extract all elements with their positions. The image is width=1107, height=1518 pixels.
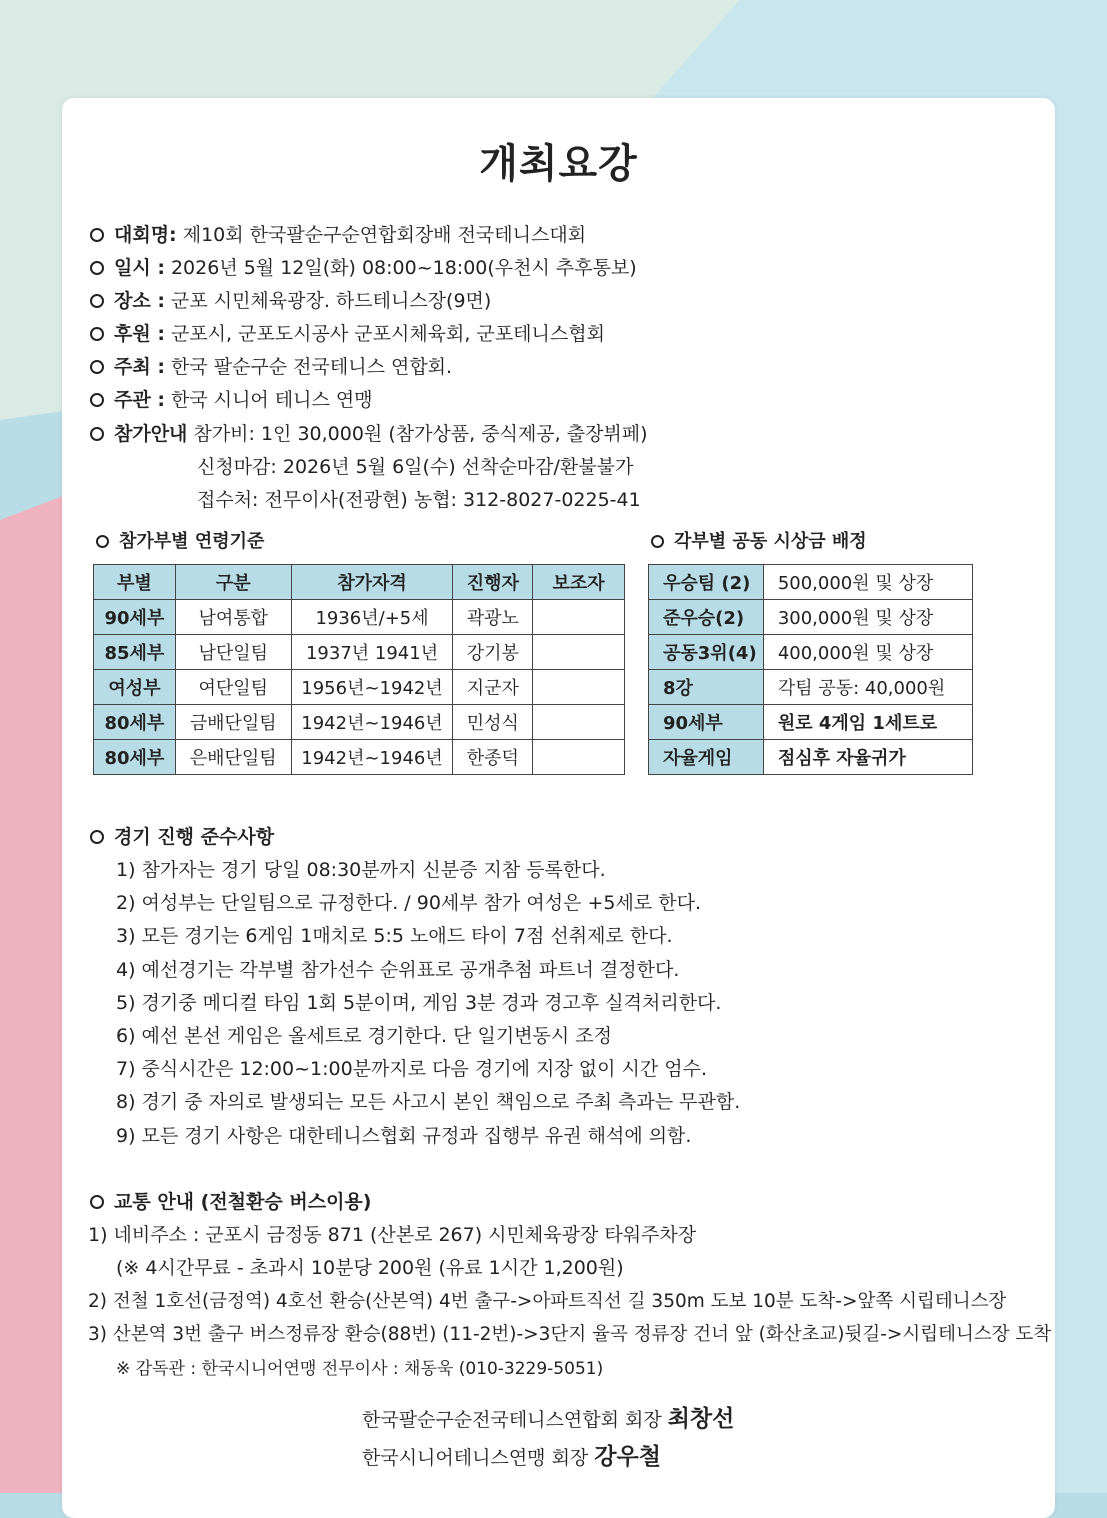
page-title: 개최요강 [479, 141, 638, 187]
table-cell: 원로 4게임 1세트로 [763, 705, 972, 740]
rule-item: 5) 경기중 메디컬 타임 1회 5분이며, 게임 3분 경과 경고후 실격처리한다. [116, 992, 722, 1014]
rules-heading: 경기 진행 준수사항 [90, 822, 274, 849]
table-row [649, 740, 973, 775]
table-cell [533, 635, 625, 670]
table-row [649, 600, 973, 635]
table-row [94, 635, 625, 670]
info-line-organizer: 주관 : 한국 시니어 테니스 연맹 [90, 387, 373, 413]
table-cell: 90세부 [94, 600, 176, 635]
prize-table-heading: 각부별 공동 시상금 배정 [651, 527, 867, 553]
table-cell: 공동3위(4) [649, 635, 764, 670]
table-row [649, 635, 973, 670]
circle-bullet-icon [90, 261, 104, 275]
table-cell: 은배단일팀 [175, 740, 291, 775]
table-cell: 80세부 [94, 705, 176, 740]
column-header: 참가자격 [291, 565, 453, 600]
supervisor-note: ※ 감독관 : 한국시니어연맹 전무이사 : 채동욱 (010-3229-5051) [116, 1359, 604, 1379]
circle-bullet-icon [90, 360, 104, 374]
column-header: 구분 [175, 565, 291, 600]
table-cell [533, 740, 625, 775]
column-header: 부별 [94, 565, 176, 600]
rule-item: 3) 모든 경기는 6게임 1매치로 5:5 노애드 타이 7점 선취제로 한다. [116, 925, 673, 947]
age-table [93, 564, 625, 775]
transport-item: 3) 산본역 3번 출구 버스정류장 환승(88번) (11-2번)->3단지 율곡 정류장 건너 앞 (화산초교)뒷길->시립테니스장 도착 [88, 1324, 1052, 1345]
circle-bullet-icon [90, 327, 104, 341]
table-cell: 남단일팀 [175, 635, 291, 670]
table-cell: 지군자 [453, 670, 533, 705]
table-cell: 준우승(2) [649, 600, 764, 635]
table-cell: 여단일팀 [175, 670, 291, 705]
table-cell: 8강 [649, 670, 764, 705]
table-cell: 1937년 1941년 [291, 635, 453, 670]
circle-bullet-icon [90, 427, 104, 441]
table-cell: 300,000원 및 상장 [763, 600, 972, 635]
table-row [649, 705, 973, 740]
signature-line: 한국시니어테니스연맹 회장 강우철 [362, 1444, 661, 1470]
table-cell: 1942년~1946년 [291, 740, 453, 775]
table-cell: 400,000원 및 상장 [763, 635, 972, 670]
transport-note: (※ 4시간무료 - 초과시 10분당 200원 (유료 1시간 1,200원) [116, 1257, 624, 1279]
signature-line: 한국팔순구순전국테니스연합회 회장 최창선 [362, 1406, 735, 1432]
circle-bullet-icon [90, 830, 104, 844]
table-cell: 강기봉 [453, 635, 533, 670]
table-cell: 90세부 [649, 705, 764, 740]
table-cell: 우승팀 (2) [649, 565, 764, 600]
rule-item: 8) 경기 중 자의로 발생되는 모든 사고시 본인 책임으로 주최 측과는 무관함. [116, 1091, 741, 1113]
table-cell: 80세부 [94, 740, 176, 775]
rule-item: 4) 예선경기는 각부별 참가선수 순위표로 공개추첨 파트너 결정한다. [116, 959, 680, 981]
table-cell: 1956년~1942년 [291, 670, 453, 705]
circle-bullet-icon [90, 228, 104, 242]
table-cell: 곽광노 [453, 600, 533, 635]
table-row [94, 705, 625, 740]
rule-item: 6) 예선 본선 게임은 올세트로 경기한다. 단 일기변동시 조정 [116, 1025, 613, 1047]
table-row [649, 565, 973, 600]
info-line-host: 주최 : 한국 팔순구순 전국테니스 연합회. [90, 354, 452, 380]
table-cell: 500,000원 및 상장 [763, 565, 972, 600]
table-row [649, 670, 973, 705]
circle-bullet-icon [651, 535, 664, 548]
table-cell: 남여통합 [175, 600, 291, 635]
table-cell [533, 600, 625, 635]
circle-bullet-icon [90, 294, 104, 308]
info-line-entry: 참가안내 참가비: 1인 30,000원 (참가상품, 중식제공, 출장뷔페) [90, 421, 648, 447]
rule-item: 1) 참가자는 경기 당일 08:30분까지 신분증 지참 등록한다. [116, 859, 606, 881]
rule-item: 2) 여성부는 단일팀으로 규정한다. / 90세부 참가 여성은 +5세로 한다. [116, 892, 702, 914]
circle-bullet-icon [90, 1195, 104, 1209]
transport-item: 2) 전철 1호선(금정역) 4호선 환승(산본역) 4번 출구->아파트직선 길 350m 도보 10분 도착->앞쪽 시립테니스장 [88, 1291, 1007, 1312]
info-line-sponsor: 후원 : 군포시, 군포도시공사 군포시체육회, 군포테니스협회 [90, 321, 605, 347]
column-header: 보조자 [533, 565, 625, 600]
info-deadline: 신청마감: 2026년 5월 6일(수) 선착순마감/환불불가 [197, 456, 634, 478]
transport-heading: 교통 안내 (전철환승 버스이용) [90, 1187, 371, 1214]
info-line-place: 장소 : 군포 시민체육광장. 하드테니스장(9면) [90, 288, 491, 314]
table-cell: 여성부 [94, 670, 176, 705]
table-row [94, 670, 625, 705]
circle-bullet-icon [90, 393, 104, 407]
table-cell [533, 670, 625, 705]
table-cell: 1942년~1946년 [291, 705, 453, 740]
table-header-row [94, 565, 625, 600]
table-row [94, 600, 625, 635]
table-cell: 금배단일팀 [175, 705, 291, 740]
table-cell: 자율게임 [649, 740, 764, 775]
table-cell: 민성식 [453, 705, 533, 740]
transport-item: 1) 네비주소 : 군포시 금정동 871 (산본로 267) 시민체육광장 타워주차장 [88, 1224, 697, 1246]
age-table-heading: 참가부별 연령기준 [96, 527, 264, 553]
table-cell: 1936년/+5세 [291, 600, 453, 635]
info-line-date: 일시 : 2026년 5월 12일(화) 08:00~18:00(우천시 추후통보) [90, 255, 637, 281]
circle-bullet-icon [96, 535, 109, 548]
rule-item: 9) 모든 경기 사항은 대한테니스협회 규정과 집행부 유권 해석에 의함. [116, 1125, 692, 1147]
table-cell [533, 705, 625, 740]
prize-table [648, 564, 973, 775]
info-line-name: 대회명: 제10회 한국팔순구순연합회장배 전국테니스대회 [90, 222, 586, 248]
table-cell: 각팀 공동: 40,000원 [763, 670, 972, 705]
rule-item: 7) 중식시간은 12:00~1:00분까지로 다음 경기에 지장 없이 시간 엄수. [116, 1058, 707, 1080]
table-cell: 한종덕 [453, 740, 533, 775]
table-row [94, 740, 625, 775]
table-cell: 점심후 자율귀가 [763, 740, 972, 775]
table-cell: 85세부 [94, 635, 176, 670]
info-receipt: 접수처: 전무이사(전광현) 농협: 312-8027-0225-41 [197, 489, 641, 511]
column-header: 진행자 [453, 565, 533, 600]
